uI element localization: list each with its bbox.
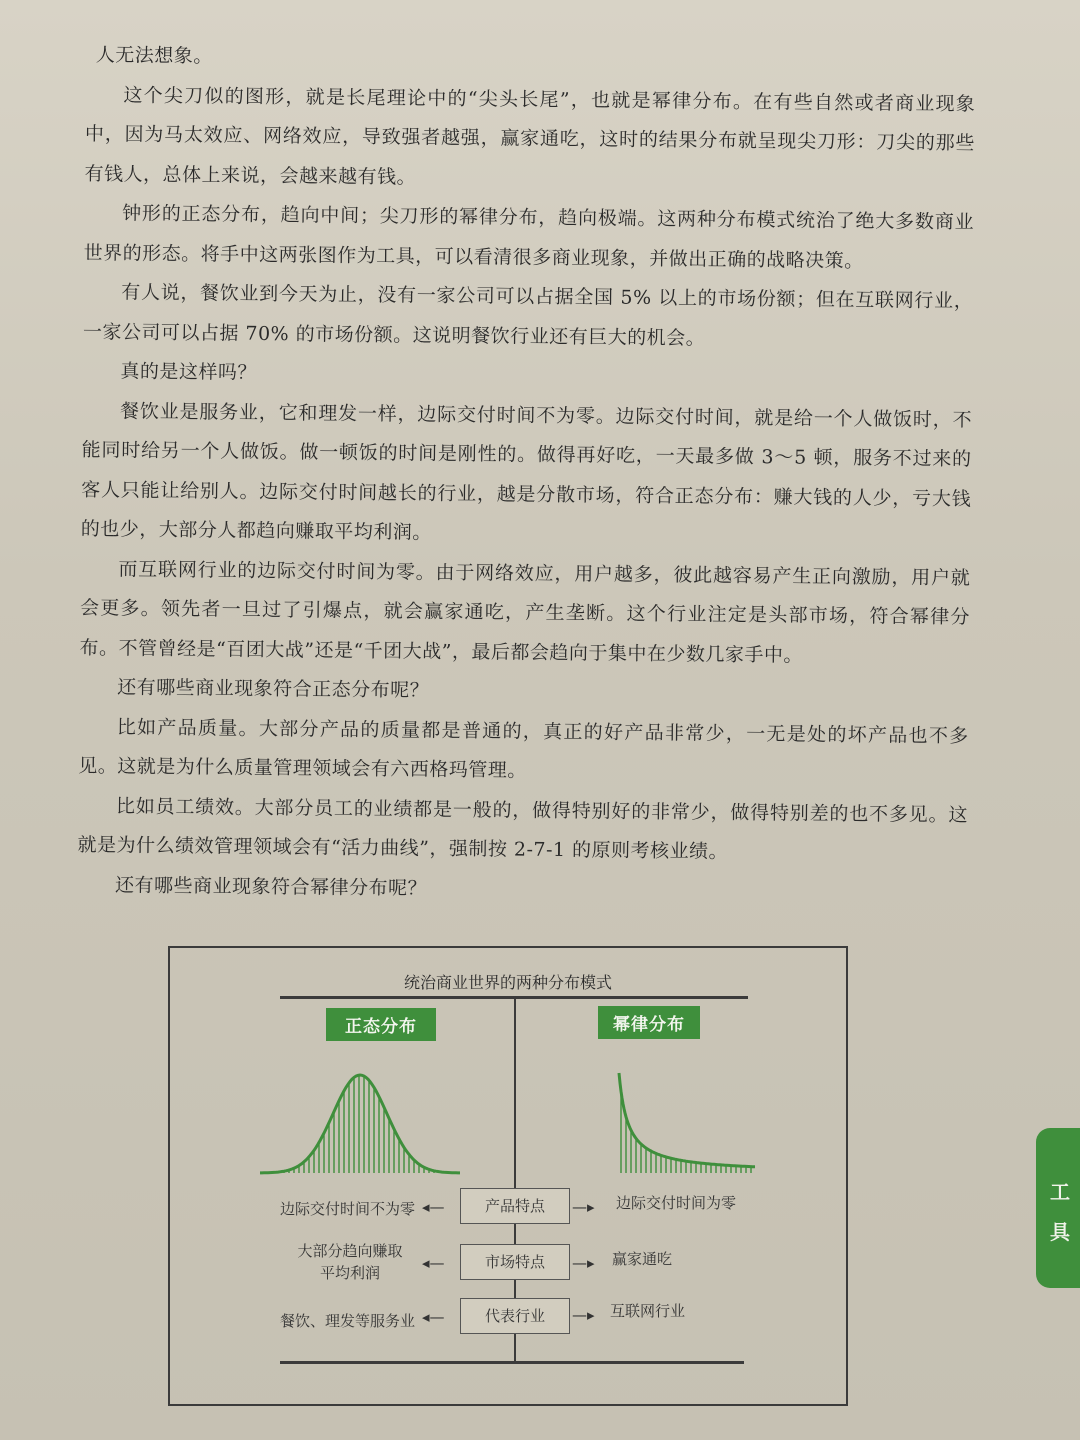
right-arrow-icon: —▸ [572,1306,595,1324]
paragraph-3: 有人说，餐饮业到今天为止，没有一家公司可以占据全国 5% 以上的市场份额；但在互联网行业，一家公司可以占据 70% 的市场份额。这说明餐饮行业还有巨大的机会。 [82,281,974,349]
left-arrow-icon: ◂— [422,1254,445,1272]
distribution-diagram [168,946,848,1406]
paragraph-2: 钟形的正态分布，趋向中间；尖刀形的幂律分布，趋向极端。这两种分布模式统治了绝大多数商业世界的形态。将手中这两张图作为工具，可以看清很多商业现象，并做出正确的战略决策。 [83,202,975,272]
paragraph-8: 比如产品质量。大部分产品的质量都是普通的，真正的好产品非常少，一无是处的坏产品也不多见。这就是为什么质量管理领域会有六西格玛管理。 [78,715,969,782]
left-row-3-label: 餐饮、理发等服务业 [279,1312,415,1330]
paragraph-10: 还有哪些商业现象符合幂律分布呢？ [114,873,428,900]
side-tab-char-2: 具 [1050,1220,1070,1244]
power-law-chart [615,1063,760,1178]
row-1-center-box: 产品特点 [460,1188,570,1224]
left-row-2-line-1: 大部分趋向赚取 [297,1242,403,1260]
row-2-center-box: 市场特点 [460,1244,570,1280]
left-row-2-label [270,1240,430,1284]
body-text [77,36,976,914]
right-row-3-label: 互联网行业 [610,1302,686,1320]
row-3-center-box: 代表行业 [460,1298,570,1334]
left-row-2-line-2: 平均利润 [319,1264,380,1282]
left-arrow-icon: ◂— [422,1198,445,1216]
normal-distribution-tag: 正态分布 [326,1008,436,1041]
paragraph-7: 还有哪些商业现象符合正态分布呢？ [117,676,430,702]
left-row-1-label: 边际交付时间不为零 [279,1200,415,1218]
diagram-title: 统治商业世界的两种分布模式 [403,973,612,992]
power-law-tag: 幂律分布 [598,1006,700,1039]
right-arrow-icon: —▸ [572,1198,595,1216]
right-row-2-label: 赢家通吃 [612,1250,673,1268]
bell-curve-chart [260,1063,460,1178]
left-arrow-icon: ◂— [422,1308,445,1326]
paragraph-0: 人无法想象。 [95,44,213,68]
paragraph-1: 这个尖刀似的图形，就是长尾理论中的“尖头长尾”，也就是幂律分布。在有些自然或者商业现象中，因为马太效应、网络效应，导致强者越强，赢家通吃，这时的结果分布就呈现尖刀形：刀尖的那些有钱人，总体上来说，会越来越有钱。 [84,83,976,188]
paragraph-9: 比如员工绩效。大部分员工的业绩都是一般的，做得特别好的非常少，做得特别差的也不多见。这就是为什么绩效管理领域会有“活力曲线”，强制按 2-7-1 的原则考核业绩。 [77,794,969,863]
chapter-side-tab [1036,1128,1080,1288]
paragraph-4: 真的是这样吗？ [120,360,258,384]
paragraph-5: 餐饮业是服务业，它和理发一样，边际交付时间不为零。边际交付时间，就是给一个人做饭时，不能同时给另一个人做饭。做一顿饭的时间是刚性的。做得再好吃，一天最多做 3～5 顿，服务不过来的客人只能让给别人。边际交付时间越长的行业，越是分散市场，符合正态分布：赚大钱的人少，亏大钱的也少，大部分人都趋向赚取平均利润。 [80,399,973,544]
power-law-curve-line [619,1073,755,1167]
right-row-1-label: 边际交付时间为零 [616,1194,737,1212]
paragraph-6: 而互联网行业的边际交付时间为零。由于网络效应，用户越多，彼此越容易产生正向激励，用户就会更多。领先者一旦过了引爆点，就会赢家通吃，产生垄断。这个行业注定是头部市场，符合幂律分布。不管曾经是“百团大战”还是“千团大战”，最后都会趋向于集中在少数几家手中。 [79,557,971,667]
bottom-line [280,1361,744,1364]
right-arrow-icon: —▸ [572,1254,595,1272]
bell-curve-line [260,1075,460,1173]
side-tab-char-1: 工 [1050,1180,1070,1204]
